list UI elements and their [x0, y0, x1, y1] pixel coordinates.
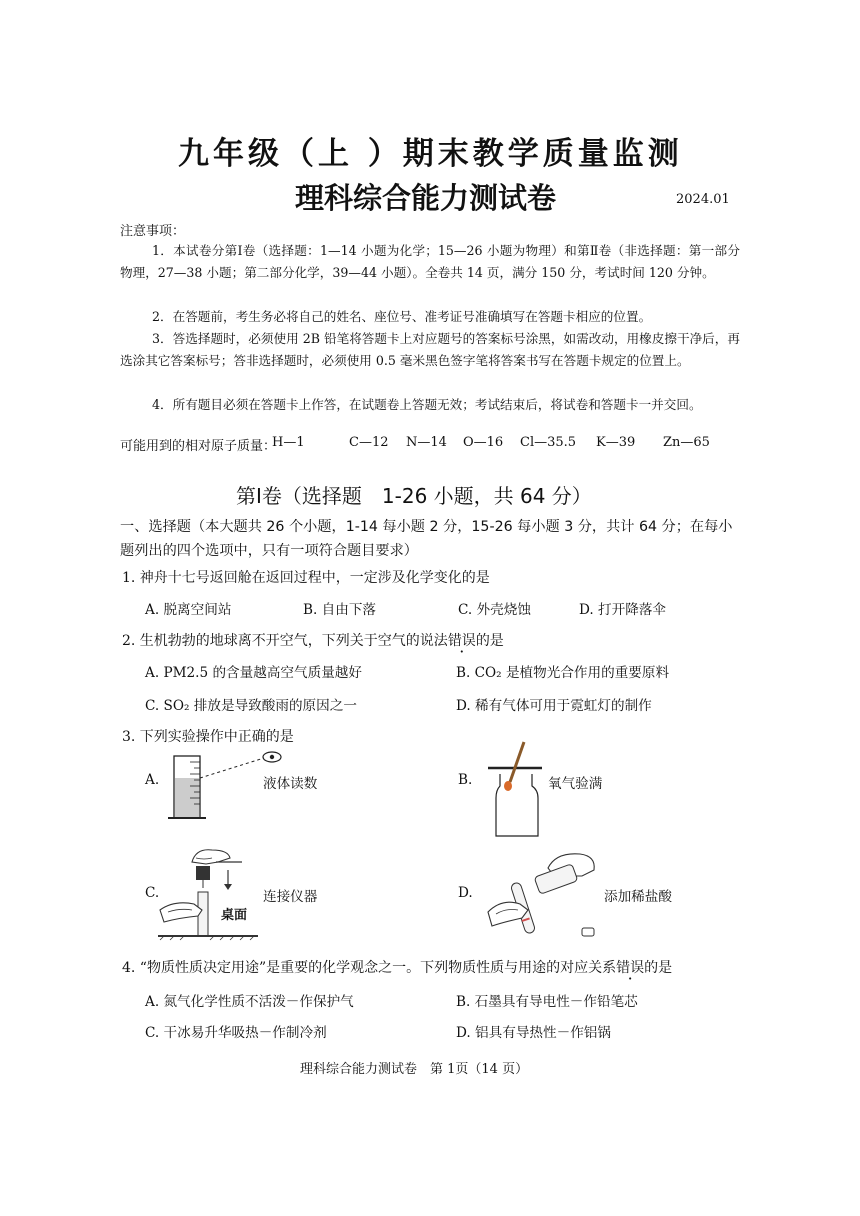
question-3-option-b-caption: 氧气验满	[548, 776, 603, 792]
question-3-option-b-letter: B.	[458, 772, 473, 788]
atomic-mass-h: H—1	[272, 435, 305, 450]
question-2-option-c: C. SO₂ 排放是导致酸雨的原因之一	[145, 698, 357, 714]
question-2-stem-post: 的是	[475, 633, 504, 649]
notes-heading: 注意事项：	[120, 224, 186, 239]
oxygen-bottle-icon	[486, 738, 546, 840]
atomic-mass-label: 可能用到的相对原子质量：	[120, 439, 277, 454]
part-heading	[120, 515, 745, 563]
question-2-option-d: D. 稀有气体可用于霓虹灯的制作	[456, 698, 652, 714]
question-3-stem: 3. 下列实验操作中正确的是	[122, 729, 294, 745]
atomic-mass-k: K—39	[596, 435, 636, 450]
question-3-option-a-letter: A.	[145, 772, 160, 788]
atomic-mass-cl: Cl—35.5	[520, 435, 577, 450]
question-4-stem	[122, 957, 672, 977]
section-title: 第Ⅰ卷（选择题 1-26 小题，共 64 分）	[236, 484, 592, 508]
connect-apparatus-icon	[158, 840, 258, 940]
atomic-mass-zn: Zn—65	[663, 435, 710, 450]
atomic-mass-c: C—12	[349, 435, 389, 450]
table-surface-label: 桌面	[221, 908, 248, 923]
question-2-option-b: B. CO₂ 是植物光合作用的重要原料	[456, 665, 670, 681]
page-footer: 理科综合能力测试卷 第 1页（14 页）	[300, 1062, 529, 1077]
pour-acid-icon	[488, 846, 600, 942]
question-4-option-c: C. 干冰易升华吸热－作制冷剂	[145, 1025, 327, 1041]
note-item-2: 2．在答题前，考生务必将自己的姓名、座位号、准考证号准确填写在答题卡相应的位置。	[152, 309, 652, 324]
question-1-option-c: C. 外壳烧蚀	[458, 602, 531, 618]
atomic-mass-o: O—16	[463, 435, 504, 450]
question-2-stem-emphasis: 错误	[447, 633, 476, 649]
exam-title: 九年级（上 ）期末教学质量监测	[178, 136, 683, 172]
question-1-stem: 1. 神舟十七号返回舱在返回过程中，一定涉及化学变化的是	[122, 570, 490, 586]
exam-subtitle: 理科综合能力测试卷	[295, 181, 557, 215]
note-item-3: 3．答选择题时，必须使用 2B 铅笔将答题卡上对应题号的答案标号涂黑，如需改动，用橡皮擦干净后，再选涂其它答案标号；答非选择题时，必须使用 0.5 毫米黑色签字笔将答案书写在答题卡规定的位置上。	[120, 331, 740, 368]
question-2-option-a: A. PM2.5 的含量越高空气质量越好	[145, 665, 362, 681]
atomic-mass-n: N—14	[406, 435, 447, 450]
question-4-option-d: D. 铝具有导热性－作铝锅	[456, 1025, 611, 1041]
question-1-option-d: D. 打开降落伞	[579, 602, 667, 618]
question-4-option-a: A. 氮气化学性质不活泼－作保护气	[145, 994, 354, 1010]
question-4-stem-pre: 4. “物质性质决定用途”是重要的化学观念之一。下列物质性质与用途的对应关系	[122, 960, 617, 976]
exam-date: 2024.01	[676, 192, 730, 207]
question-4-option-b: B. 石墨具有导电性－作铅笔芯	[456, 994, 638, 1010]
question-2-stem-pre: 2. 生机勃勃的地球离不开空气，下列关于空气的说法	[122, 633, 448, 649]
question-3-option-d-letter: D.	[458, 885, 473, 901]
question-2-stem	[122, 630, 504, 650]
note-item-1: 1．本试卷分第Ⅰ卷（选择题：1—14 小题为化学；15—26 小题为物理）和第Ⅱ卷（非选择题：第一部分物理，27—38 小题；第二部分化学，39—44 小题）。全卷共 14 页，满分 150 分，考试时间 120 分钟。	[120, 243, 740, 280]
question-3-option-c-letter: C.	[145, 885, 160, 901]
question-4-stem-emphasis: 错误	[616, 960, 645, 976]
question-1-option-b: B. 自由下落	[303, 602, 377, 618]
note-item-4: 4．所有题目必须在答题卡上作答，在试题卷上答题无效；考试结束后，将试卷和答题卡一并交回。	[152, 397, 702, 412]
question-3-option-a-caption: 液体读数	[263, 776, 318, 792]
question-3-option-c-caption: 连接仪器	[263, 889, 318, 905]
question-4-stem-post: 的是	[644, 960, 673, 976]
part-heading-text: 一、选择题（本大题共 26 个小题，1-14 每小题 2 分，15-26 每小题 3 分，共计 64 分；在每小题列出的四个选项中，只有一项符合题目要求）	[120, 519, 733, 559]
question-3-option-d-caption: 添加稀盐酸	[604, 889, 672, 905]
question-1-option-a: A. 脱离空间站	[145, 602, 232, 618]
